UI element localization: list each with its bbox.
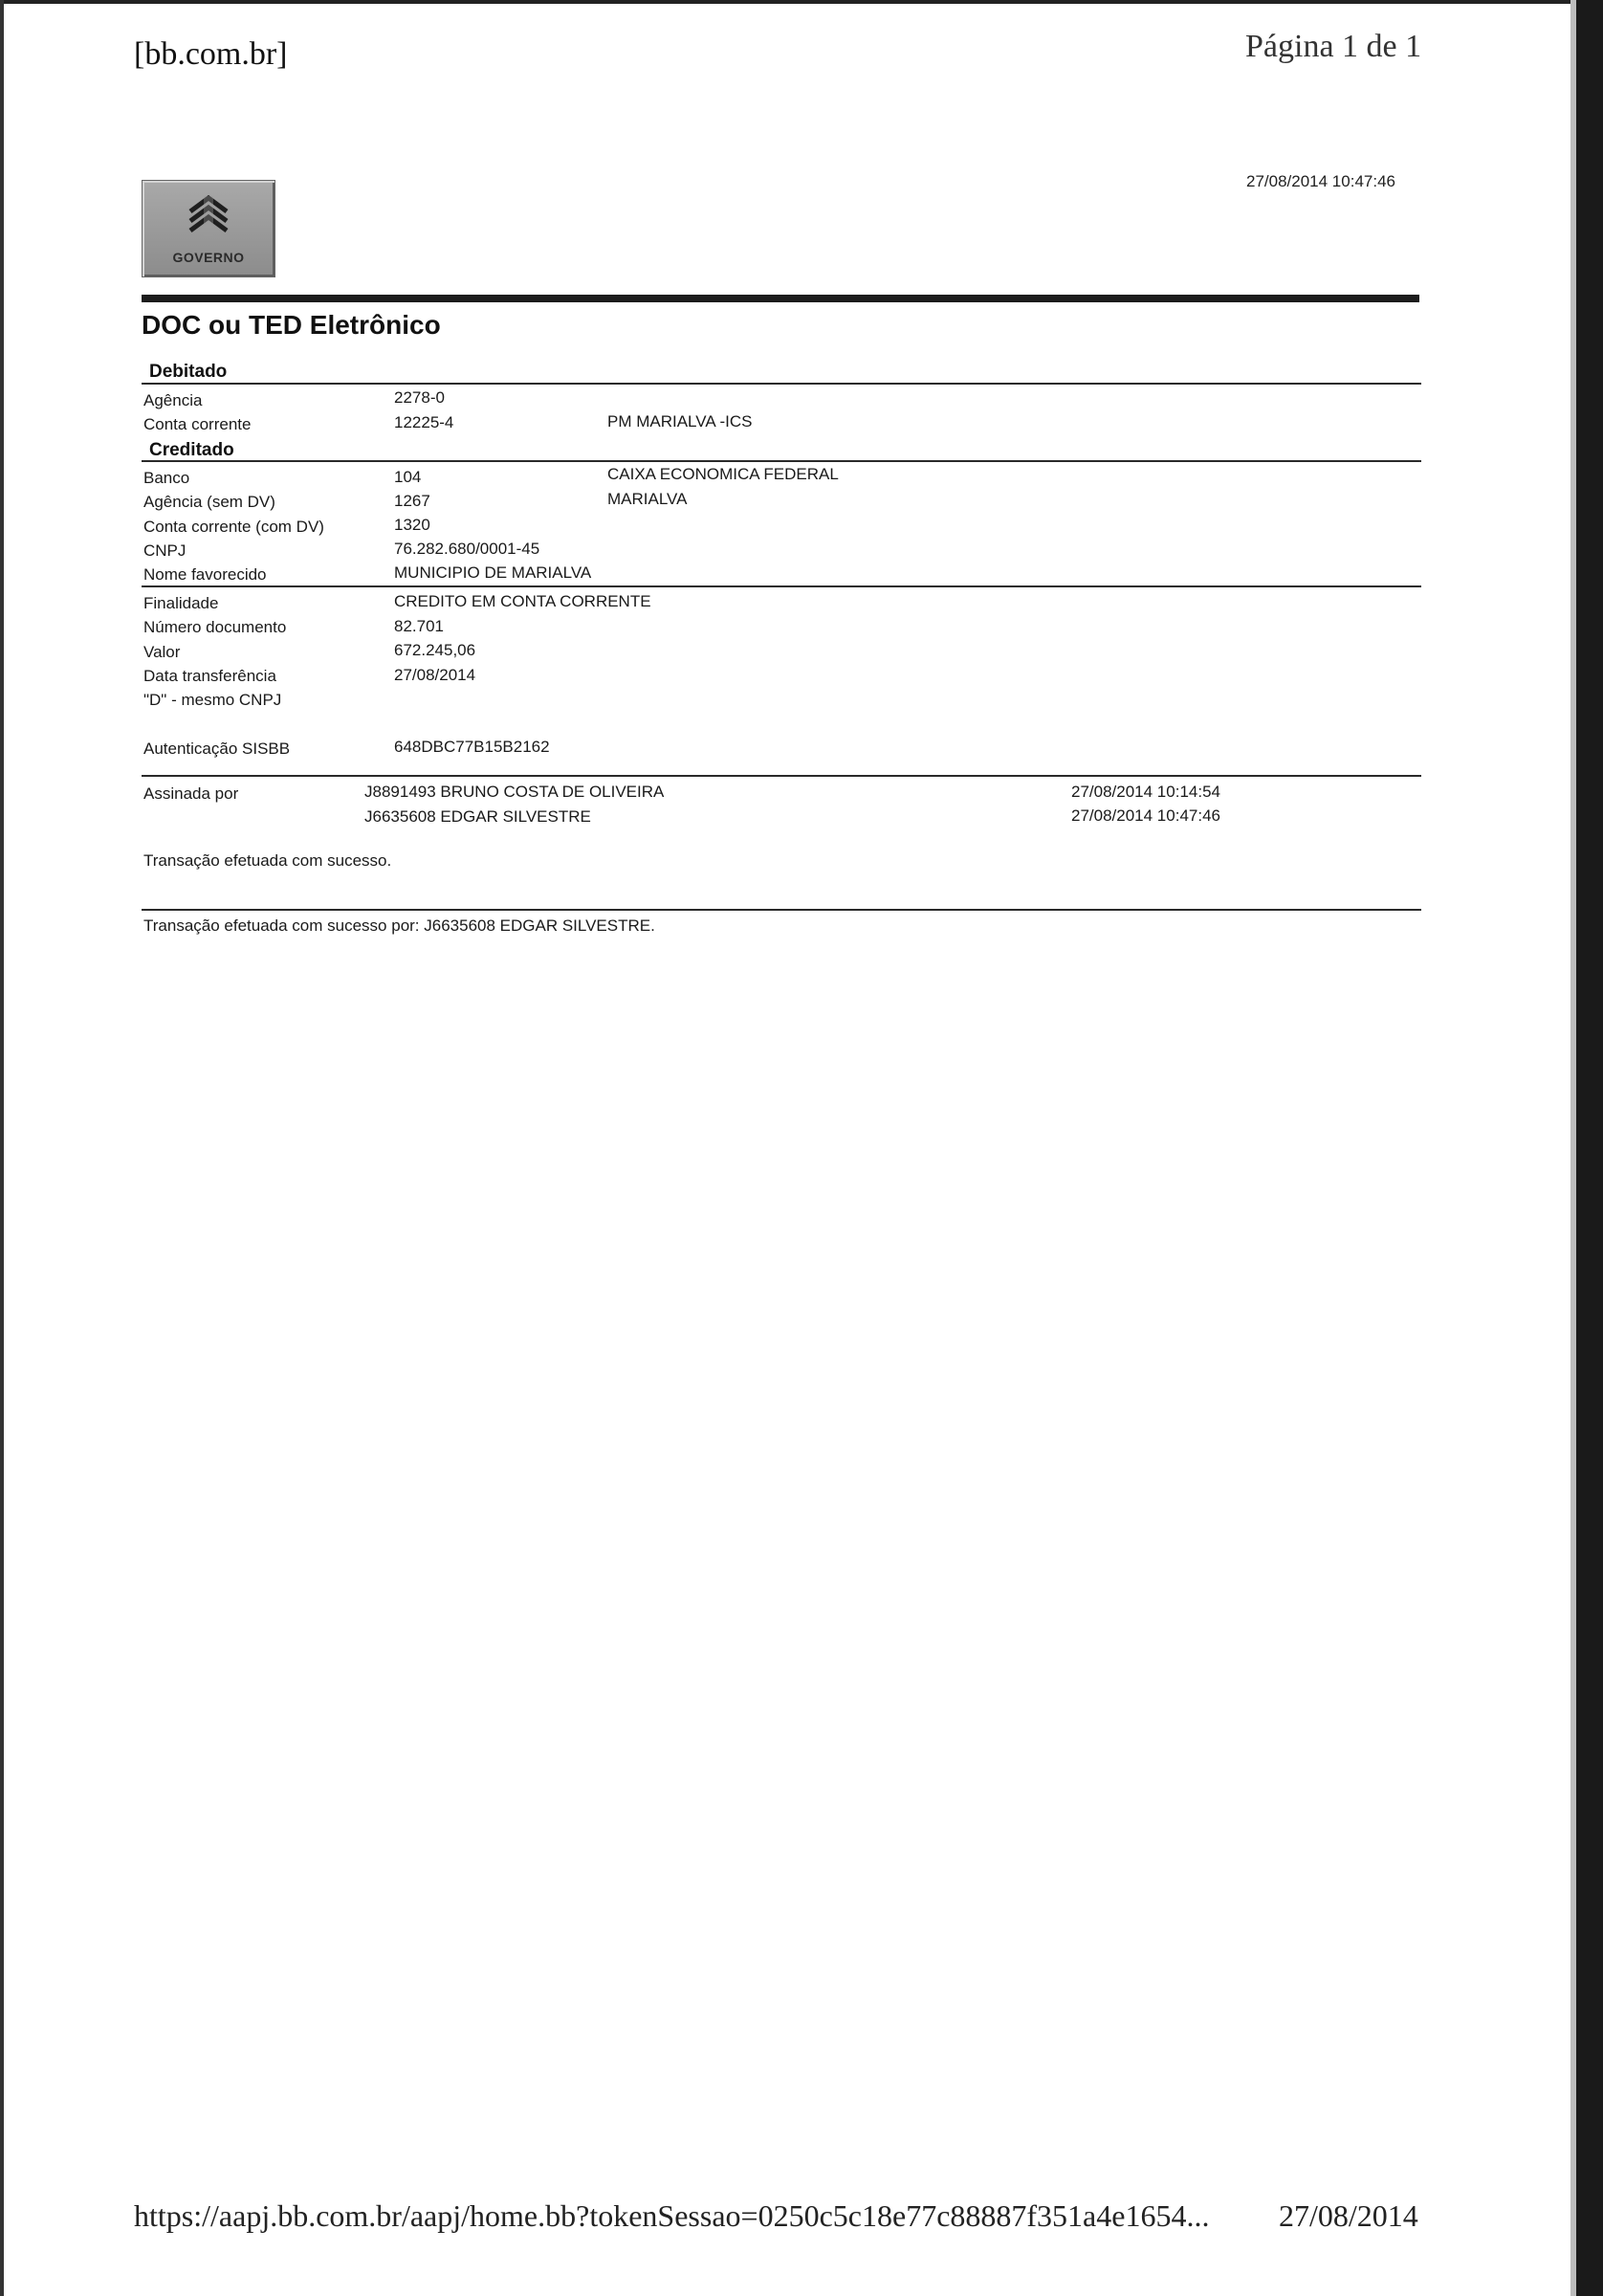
section-debitado: Debitado <box>149 362 228 382</box>
signer-date: 27/08/2014 10:14:54 <box>1071 783 1220 801</box>
rule-creditado <box>142 460 1421 462</box>
section-creditado: Creditado <box>149 440 234 460</box>
signer-date: 27/08/2014 10:47:46 <box>1071 806 1220 825</box>
creditado-cnpj-value: 76.282.680/0001-45 <box>394 540 540 558</box>
print-footer-date: 27/08/2014 <box>1279 2198 1418 2233</box>
autenticacao-value: 648DBC77B15B2162 <box>394 738 550 756</box>
print-footer-url: https://aapj.bb.com.br/aapj/home.bb?tokenSessao=0250c5c18e77c88887f351a4e1654... <box>134 2198 1210 2233</box>
print-header-site: [bb.com.br] <box>134 36 288 72</box>
valor-label: Valor <box>143 643 181 661</box>
status-message: Transação efetuada com sucesso. <box>143 851 392 870</box>
status-by-message: Transação efetuada com sucesso por: J6635608 EDGAR SILVESTRE. <box>143 916 655 935</box>
scan-edge-left <box>0 0 4 2296</box>
creditado-banco-label: Banco <box>143 469 190 487</box>
finalidade-value: CREDITO EM CONTA CORRENTE <box>394 592 651 610</box>
print-header-page: Página 1 de 1 <box>1245 29 1422 64</box>
creditado-conta-label: Conta corrente (com DV) <box>143 518 324 536</box>
debitado-conta-value: 12225-4 <box>394 413 454 431</box>
signer-name: J6635608 EDGAR SILVESTRE <box>364 807 591 826</box>
title-rule <box>142 295 1419 302</box>
debitado-agencia-value: 2278-0 <box>394 388 445 407</box>
creditado-conta-value: 1320 <box>394 516 430 534</box>
creditado-agencia-name: MARIALVA <box>607 490 688 508</box>
rule-assinaturas <box>142 775 1421 777</box>
debitado-agencia-label: Agência <box>143 391 203 409</box>
valor-value: 672.245,06 <box>394 641 476 659</box>
document-timestamp: 27/08/2014 10:47:46 <box>1246 172 1395 190</box>
creditado-agencia-label: Agência (sem DV) <box>143 493 275 511</box>
signer-name: J8891493 BRUNO COSTA DE OLIVEIRA <box>364 783 665 801</box>
governo-logo <box>142 180 275 277</box>
rule-debitado <box>142 383 1421 385</box>
rule-status <box>142 909 1421 911</box>
creditado-favorecido-label: Nome favorecido <box>143 565 267 584</box>
rule-detalhes <box>142 585 1421 587</box>
creditado-banco-name: CAIXA ECONOMICA FEDERAL <box>607 465 839 483</box>
numero-documento-label: Número documento <box>143 618 287 636</box>
creditado-cnpj-label: CNPJ <box>143 541 187 560</box>
scan-edge-top <box>0 0 1603 4</box>
bb-logo-icon <box>183 192 234 240</box>
creditado-agencia-value: 1267 <box>394 492 430 510</box>
autenticacao-label: Autenticação SISBB <box>143 740 291 758</box>
numero-documento-value: 82.701 <box>394 617 444 635</box>
debitado-conta-name: PM MARIALVA -ICS <box>607 412 753 430</box>
assinada-por-label: Assinada por <box>143 784 239 803</box>
finalidade-label: Finalidade <box>143 594 219 612</box>
creditado-banco-value: 104 <box>394 468 422 486</box>
data-transferencia-value: 27/08/2014 <box>394 666 476 684</box>
page-title: DOC ou TED Eletrônico <box>142 310 441 340</box>
logo-text: GOVERNO <box>172 250 245 265</box>
creditado-favorecido-value: MUNICIPIO DE MARIALVA <box>394 563 592 582</box>
data-transferencia-label: Data transferência <box>143 667 276 685</box>
scan-edge-right <box>1576 0 1603 2296</box>
debitado-conta-label: Conta corrente <box>143 415 252 433</box>
mesmo-cnpj-label: "D" - mesmo CNPJ <box>143 691 282 709</box>
